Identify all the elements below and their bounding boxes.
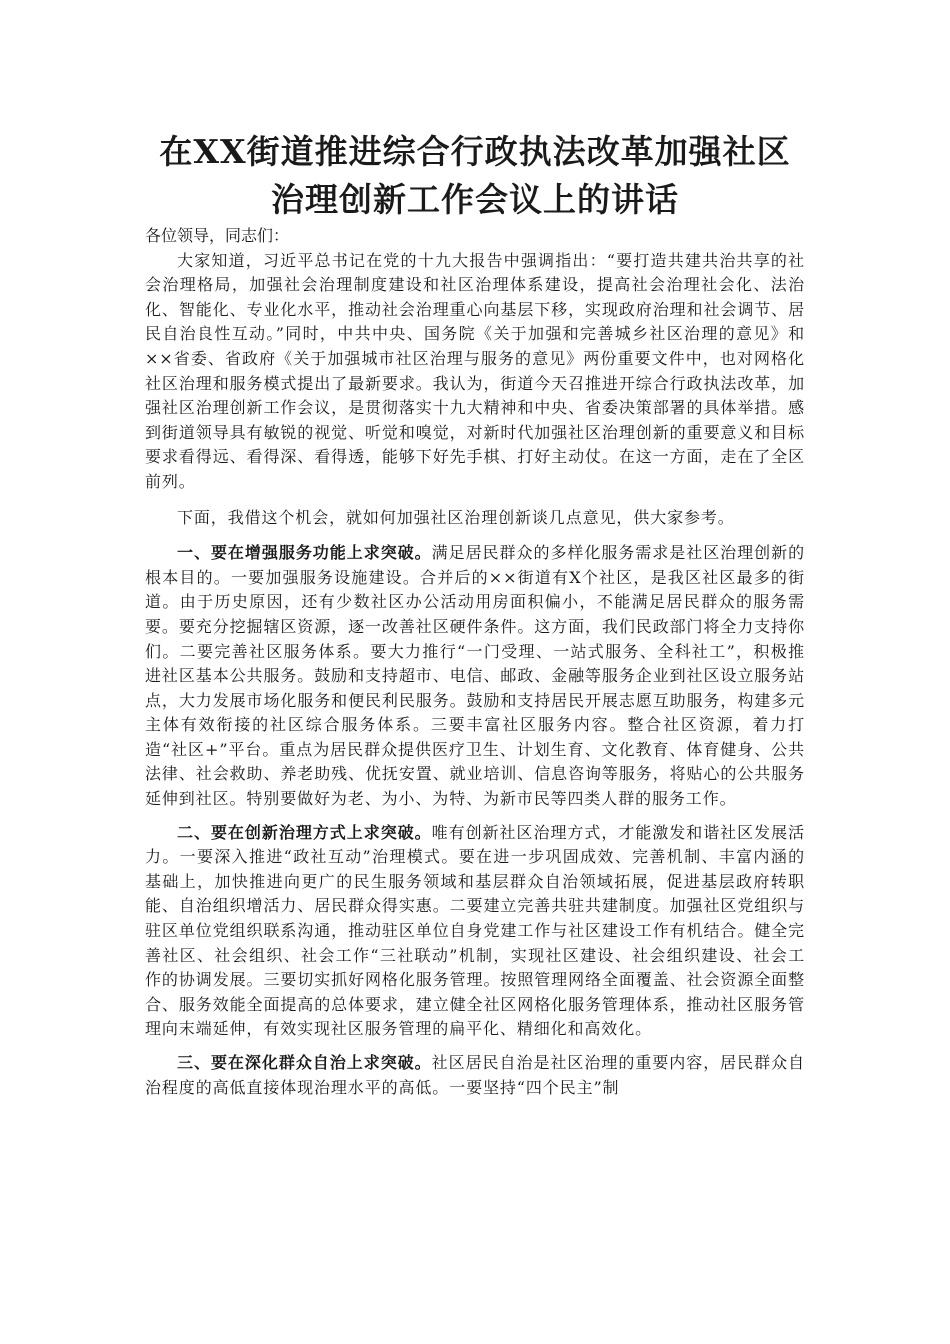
document-title	[145, 128, 805, 224]
section-1-paragraph	[145, 541, 805, 812]
section-3-heading: 三、要在深化群众自治上求突破。	[177, 1053, 432, 1072]
section-2-paragraph	[145, 821, 805, 1042]
section-1-body: 满足居民群众的多样化服务需求是社区治理创新的根本目的。一要加强服务设施建设。合并后的××街道有X个社区，是我区社区最多的街道。由于历史原因，还有少数社区办公活动用房面积偏小，不能满足居民群众的服务需要。要充分挖掘辖区资源，逐一改善社区硬件条件。这方面，我们民政部门将全力支持你们。二要完善社区服务体系。要大力推行“一门受理、一站式服务、全科社工”，积极推进社区基本公共服务。鼓励和支持超市、电信、邮政、金融等服务企业到社区设立服务站点，大力发展市场化服务和便民利民服务。鼓励和支持居民开展志愿互助服务，构建多元主体有效衔接的社区综合服务体系。三要丰富社区服务内容。整合社区资源，着力打造“社区+”平台。重点为居民群众提供医疗卫生、计划生育、文化教育、体育健身、公共法律、社会救助、养老助残、优抚安置、就业培训、信息咨询等服务，将贴心的公共服务延伸到社区。特别要做好为老、为小、为特、为新市民等四类人群的服务工作。	[145, 543, 805, 809]
title-line-2: 治理创新工作会议上的讲话	[271, 180, 679, 219]
section-2-body: 唯有创新社区治理方式，才能激发和谐社区发展活力。一要深入推进“政社互动”治理模式。要在进一步巩固成效、完善机制、丰富内涵的基础上，加快推进向更广的民生服务领域和基层群众自治领域拓展，促进基层政府转职能、自治组织增活力、居民群众得实惠。二要建立完善共驻共建制度。加强社区党组织与驻区单位党组织联系沟通，推动驻区单位自身党建工作与社区建设工作有机结合。健全完善社区、社会组织、社会工作“三社联动”机制，实现社区建设、社会组织建设、社会工作的协调发展。三要切实抓好网格化服务管理。按照管理网络全面覆盖、社会资源全面整合、服务效能全面提高的总体要求，建立健全社区网格化服务管理体系，推动社区服务管理向末端延伸，有效实现社区服务管理的扁平化、精细化和高效化。	[145, 822, 805, 1039]
document-page	[145, 128, 805, 1100]
section-3-body: 社区居民自治是社区治理的重要内容，居民群众自治程度的高低直接体现治理水平的高低。一要坚持“四个民主”制	[145, 1053, 805, 1097]
section-2-heading: 二、要在创新治理方式上求突破。	[177, 822, 432, 842]
section-1-heading: 一、要在增强服务功能上求突破。	[177, 543, 432, 563]
section-3-paragraph	[145, 1051, 805, 1100]
intro-paragraph: 大家知道，习近平总书记在党的十九大报告中强调指出：“要打造共建共治共享的社会治理格局，加强社会治理制度建设和社区治理体系建设，提高社会治理社会化、法治化、智能化、专业化水平，推动社会治理重心向基层下移，实现政府治理和社会调节、居民自治良性互动。”同时，中共中央、国务院《关于加强和完善城乡社区治理的意见》和××省委、省政府《关于加强城市社区治理与服务的意见》两份重要文件中，也对网格化社区治理和服务模式提出了最新要求。我认为，街道今天召推进开综合行政执法改革，加强社区治理创新工作会议，是贯彻落实十九大精神和中央、省委决策部署的具体举措。感到街道领导具有敏锐的视觉、听觉和嗅觉，对新时代加强社区治理创新的重要意义和目标要求看得远、看得深、看得透，能够下好先手棋、打好主动仗。在这一方面，走在了全区前列。	[145, 250, 805, 491]
transition-paragraph: 下面，我借这个机会，就如何加强社区治理创新谈几点意见，供大家参考。	[177, 507, 735, 527]
greeting: 各位领导，同志们：	[145, 226, 290, 245]
title-line-1: 在XX街道推进综合行政执法改革加强社区	[159, 132, 791, 171]
